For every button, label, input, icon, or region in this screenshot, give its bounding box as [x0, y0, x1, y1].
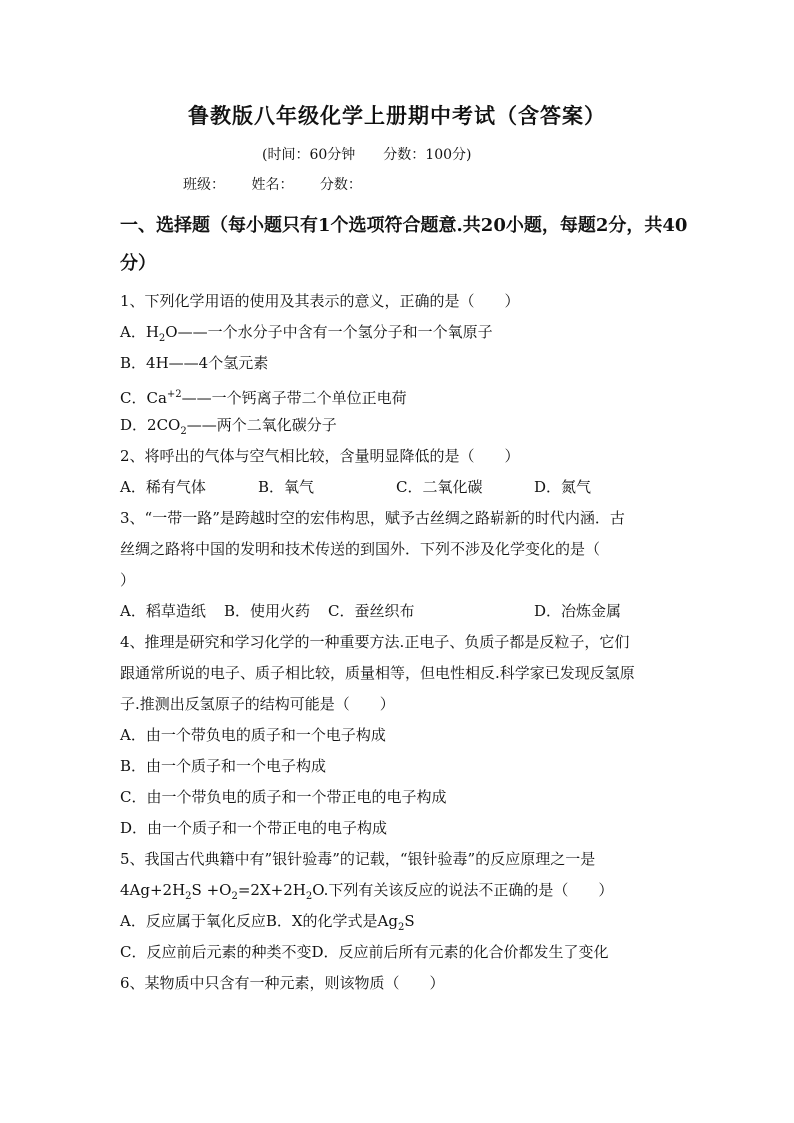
- page-title: 鲁教版八年级化学上册期中考试（含答案）: [188, 103, 606, 128]
- questions: [120, 286, 700, 999]
- question-1-option-a: A．$H_2O——$一个水分子中含有一个氢分子和一个氧原子: [120, 323, 493, 344]
- question-2-option-a: A．稀有气体: [120, 478, 206, 496]
- question-4-stem-line-3: 子.推测出反氢原子的结构可能是（ ）: [120, 695, 395, 713]
- question-2-option-c: C．二氧化碳: [396, 478, 483, 496]
- question-1-option-b: B．4H——4个氢元素: [120, 354, 269, 372]
- question-4-option-d: D．由一个质子和一个带正电的电子构成: [120, 819, 388, 837]
- question-1-option-d: D．$2CO_2——$两个二氧化碳分子: [120, 416, 337, 437]
- question-3-option-b: B．使用火药: [224, 602, 311, 620]
- question-3-option-d: D．冶炼金属: [534, 602, 622, 620]
- question-2-option-b: B．氧气: [258, 478, 315, 496]
- student-info: [183, 174, 384, 194]
- score-label: 分数：100分): [383, 147, 472, 163]
- question-5-options-cd: C．反应前后元素的种类不变D．反应前后所有元素的化合价都发生了变化: [120, 943, 609, 961]
- class-label: 班级：: [183, 177, 225, 193]
- question-2-options: [120, 472, 700, 503]
- question-2-stem: 2、将呼出的气体与空气相比较，含量明显降低的是（ ）: [120, 447, 520, 465]
- question-5-equation: $4Ag+2H_2S +O_2=2X+2H_2O$.下列有关该反应的说法不正确的是（ ）: [120, 881, 614, 902]
- name-label: 姓名：: [251, 177, 294, 193]
- question-4-stem-line-1: 4、推理是研究和学习化学的一种重要方法.正电子、负质子都是反粒子，它们: [120, 633, 630, 651]
- question-4-option-b: B．由一个质子和一个电子构成: [120, 757, 327, 775]
- question-3-stem-line-1: 3、“一带一路”是跨越时空的宏伟构思，赋予古丝绸之路崭新的时代内涵．古: [120, 509, 625, 527]
- question-4-option-c: C．由一个带负电的质子和一个带正电的电子构成: [120, 788, 447, 806]
- question-3-stem-line-2: 丝绸之路将中国的发明和技术传送的到国外．下列不涉及化学变化的是（: [120, 540, 601, 558]
- question-1-option-c: C．$Ca^{+2}——$一个钙离子带二个单位正电荷: [120, 389, 407, 407]
- question-5-options-ab: A．反应属于氧化反应B．X的化学式是$Ag_2S$: [120, 912, 415, 933]
- question-3-options: [120, 596, 700, 627]
- question-3-option-c: C．蚕丝织布: [328, 602, 415, 620]
- time-label: (时间：60分钟: [262, 147, 356, 163]
- section-heading: 一、选择题（每小题只有1个选项符合题意.共20小题，每题2分，共40分）: [120, 215, 688, 274]
- question-1-stem: 1、下列化学用语的使用及其表示的意义，正确的是（ ）: [120, 292, 520, 310]
- exam-meta: [262, 144, 499, 164]
- question-3-option-a: A．稻草造纸: [120, 602, 206, 620]
- question-6-stem: 6、某物质中只含有一种元素，则该物质（ ）: [120, 974, 445, 992]
- question-5-stem-line-1: 5、我国古代典籍中有”银针验毒”的记载，“银针验毒”的反应原理之一是: [120, 850, 596, 868]
- question-3-stem-line-3: ）: [120, 571, 136, 589]
- question-2-option-d: D．氮气: [534, 478, 592, 496]
- grade-label: 分数：: [319, 177, 362, 193]
- question-4-option-a: A．由一个带负电的质子和一个电子构成: [120, 726, 386, 744]
- question-4-stem-line-2: 跟通常所说的电子、质子相比较，质量相等，但电性相反.科学家已发现反氢原: [120, 664, 635, 682]
